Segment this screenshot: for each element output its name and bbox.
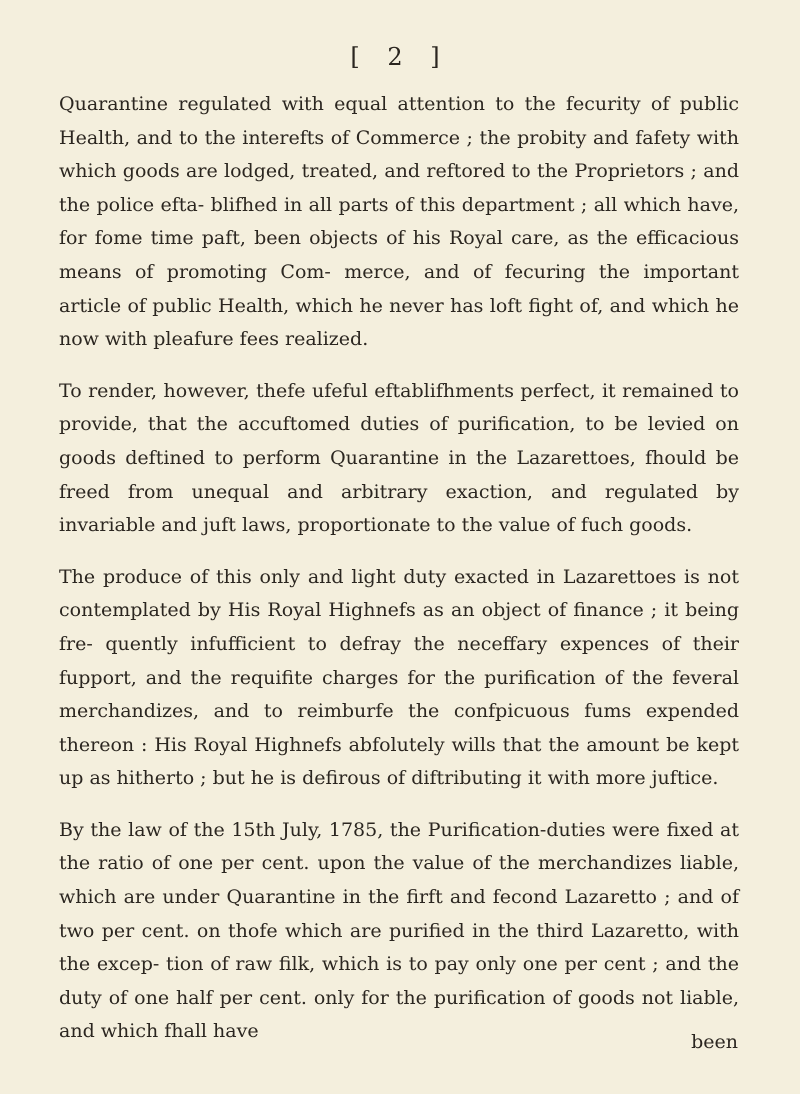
catchword: been	[691, 1031, 738, 1053]
text-column	[59, 88, 739, 1049]
paragraph-1: Quarantine regulated with equal attention to the fecurity of public Health, and to the interefts of Commerce ; the probity and fafety with which goods are lodged, treated, and reftored to the Proprietors ; and the police efta- blifhed in all parts of this department ; all which have, for fome time paft, been objects of his Royal care, as the efficacious means of promoting Com- merce, and of fecuring the important article of public Health, which he never has loft fight of, and which he now with pleafure fees realized.	[59, 93, 739, 351]
paragraph-2: To render, however, thefe ufeful eftablifhments perfect, it remained to provide, that the accuftomed duties of purification, to be levied on goods deftined to perform Quarantine in the Lazarettoes, fhould be freed from unequal and arbitrary exaction, and regulated by invariable and juft laws, proportionate to the value of fuch goods.	[59, 379, 739, 537]
page-number: [ 2 ]	[350, 43, 450, 71]
paragraph-4: By the law of the 15th July, 1785, the Purification-duties were fixed at the ratio of one per cent. upon the value of the merchandizes liable, which are under Quarantine in the firft and fecond Lazaretto ; and of two per cent. on thofe which are purified in the third Lazaretto, with the excep- tion of raw filk, which is to pay only one per cent ; and the duty of one half per cent. only for the purification of goods not liable, and which fhall have	[59, 818, 739, 1043]
paragraph-3: The produce of this only and light duty exacted in Lazarettoes is not contemplated by His Royal Highnefs as an object of finance ; it being fre- quently infufficient to defray the neceffary expences of their fupport, and the requifite charges for the purification of the feveral merchandizes, and to reimburfe the confpicuous fums expended thereon : His Royal Highnefs abfolutely wills that the amount be kept up as hitherto ; but he is defirous of diftributing it with more juftice.	[59, 565, 739, 790]
